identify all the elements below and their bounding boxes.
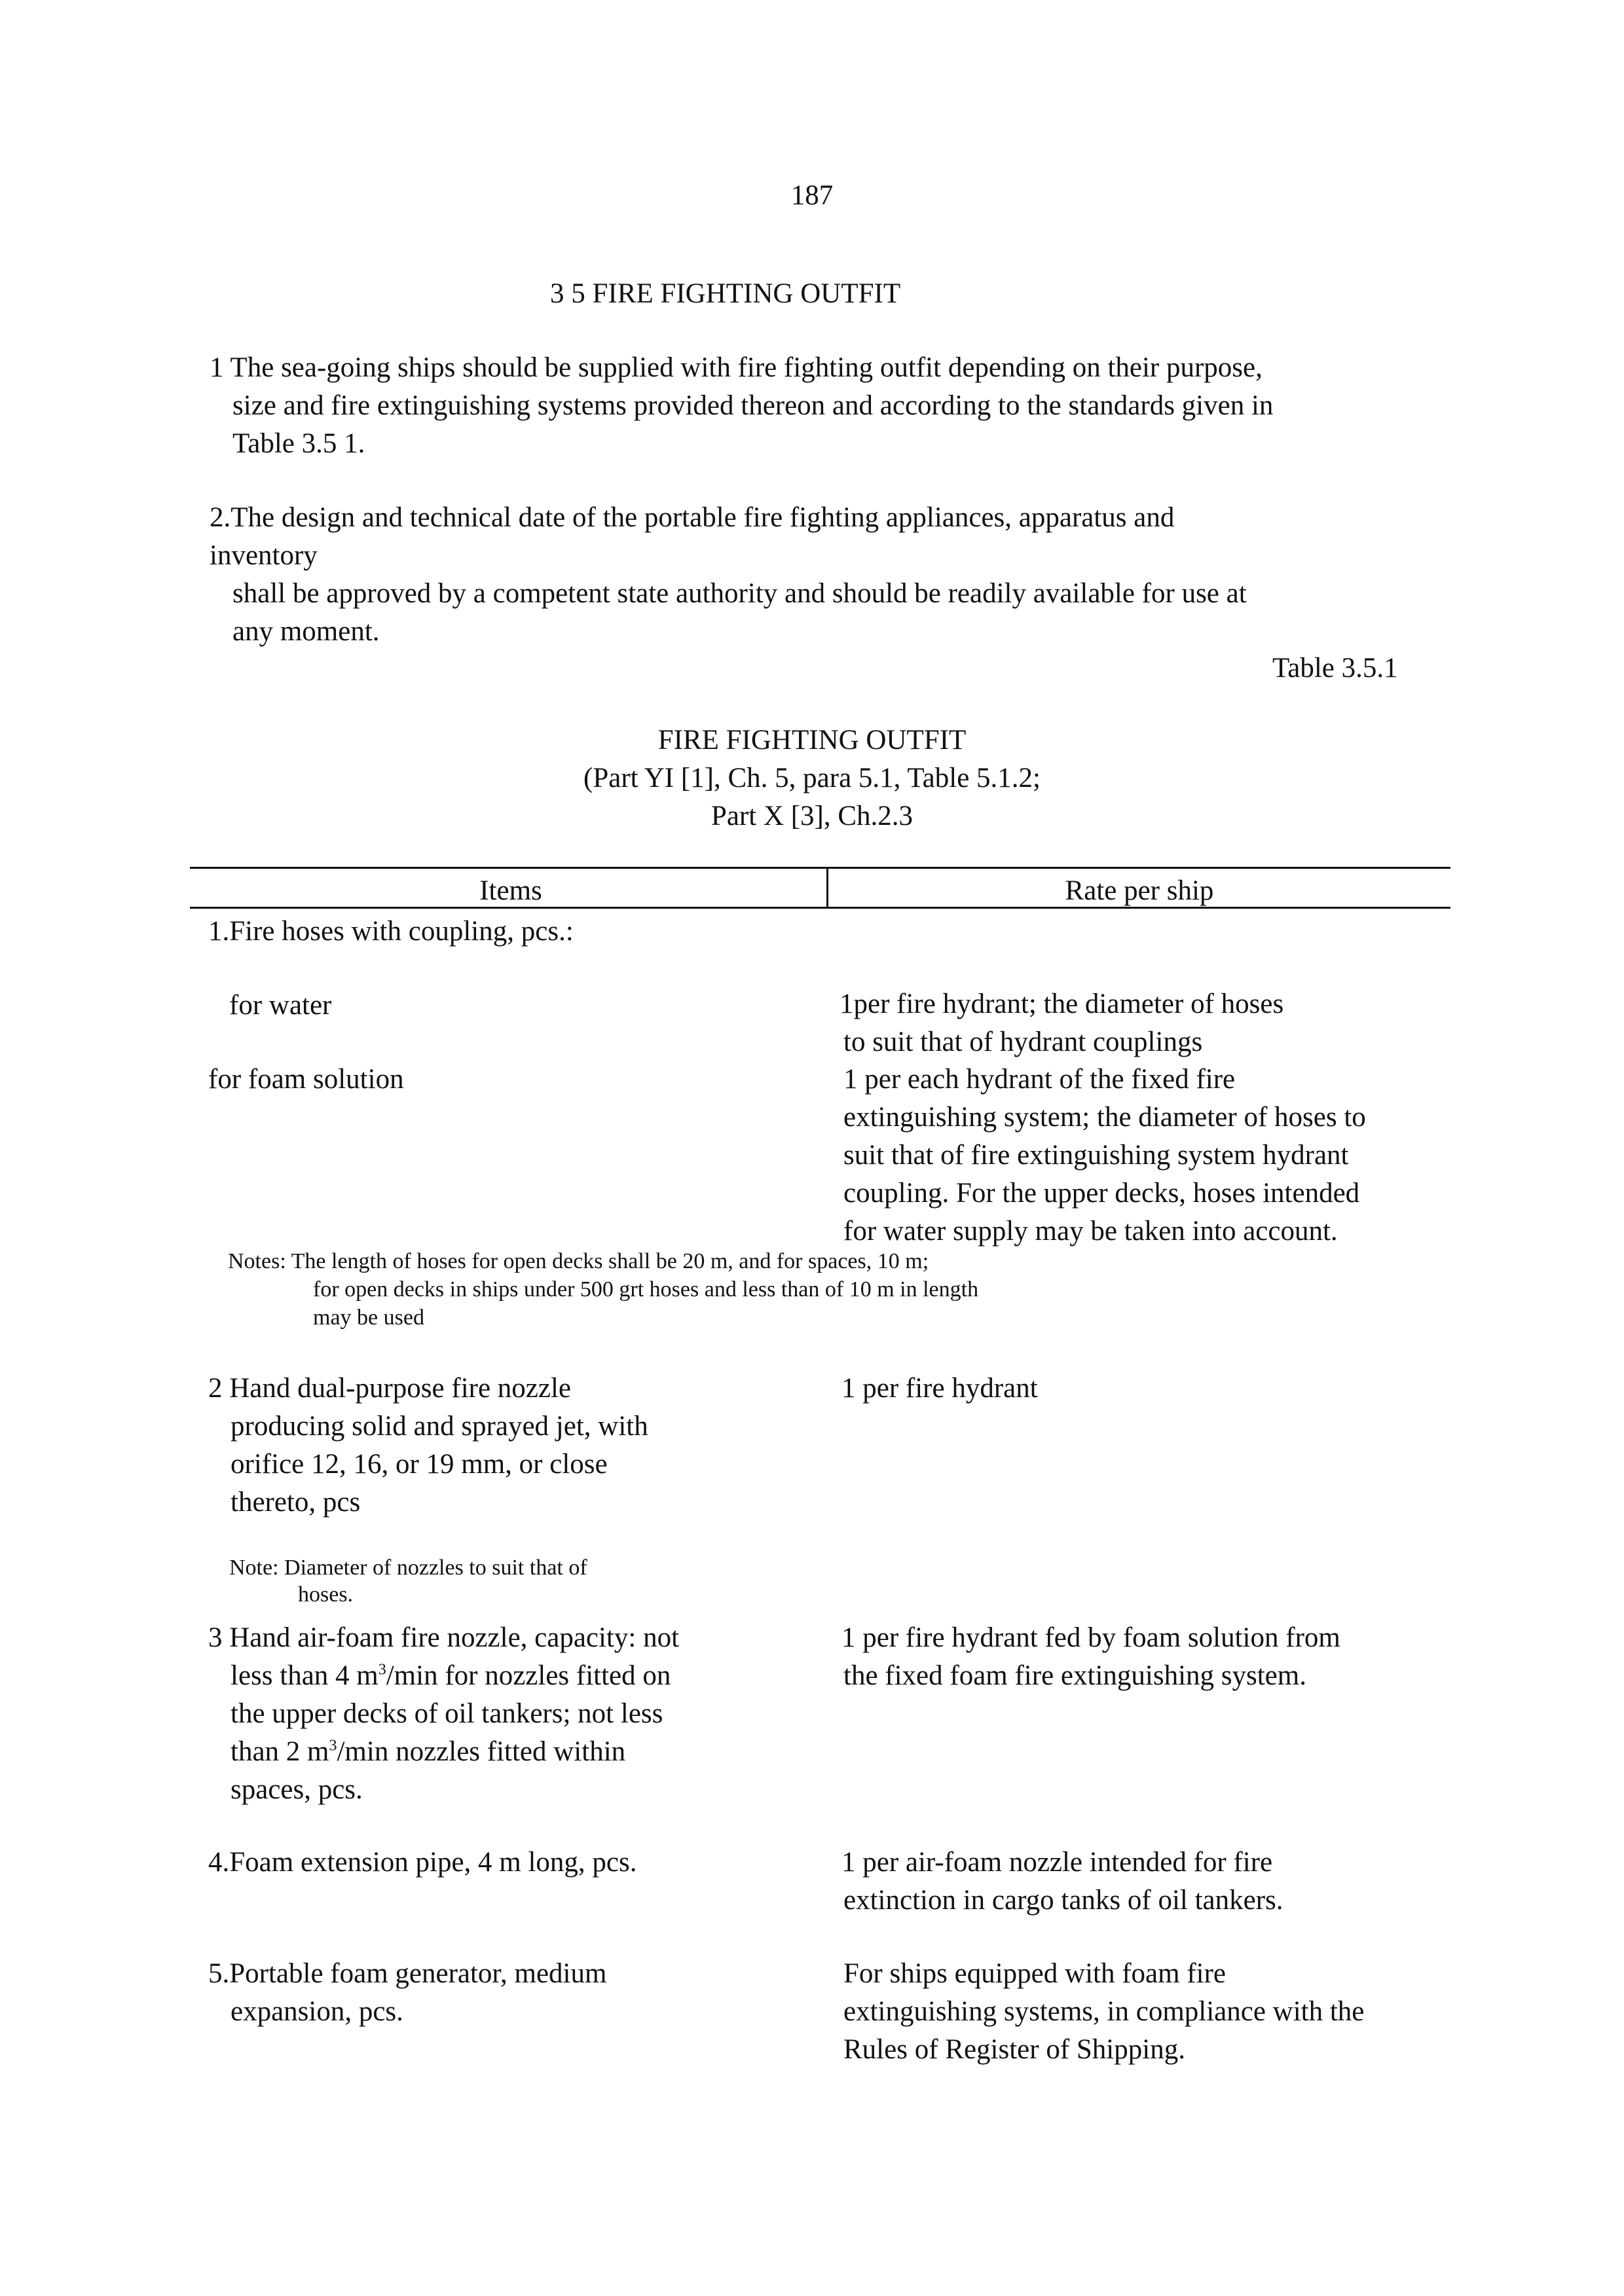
item-text: 4.Foam extension pipe, 4 m long, pcs. bbox=[208, 1847, 637, 1878]
rate-text: 1 per each hydrant of the fixed fire bbox=[843, 1064, 1236, 1095]
item-text: producing solid and sprayed jet, with bbox=[231, 1411, 648, 1442]
section-title: 3 5 FIRE FIGHTING OUTFIT bbox=[550, 278, 901, 309]
column-header-rate: Rate per ship bbox=[1065, 875, 1214, 906]
rate-text: suit that of fire extinguishing system hydrant bbox=[843, 1140, 1349, 1171]
item-text: orifice 12, 16, or 19 mm, or close bbox=[231, 1449, 608, 1480]
item-text: spaces, pcs. bbox=[231, 1774, 363, 1805]
paragraph-line: inventory bbox=[210, 540, 318, 571]
paragraph-line: 1 The sea-going ships should be supplied with fire fighting outfit depending on their purpose, bbox=[210, 352, 1263, 383]
rate-text: 1 per fire hydrant fed by foam solution from bbox=[841, 1622, 1340, 1653]
note-text: may be used bbox=[313, 1305, 424, 1330]
rate-text: 1per fire hydrant; the diameter of hoses bbox=[840, 989, 1284, 1019]
rate-text: 1 per air-foam nozzle intended for fire bbox=[841, 1847, 1273, 1878]
table-top-rule bbox=[190, 867, 1450, 869]
paragraph-line: size and fire extinguishing systems provided thereon and according to the standards given in bbox=[232, 390, 1274, 421]
note-text: for open decks in ships under 500 grt hoses and less than of 10 m in length bbox=[313, 1277, 979, 1302]
item-text: the upper decks of oil tankers; not less bbox=[231, 1698, 663, 1729]
rate-text: extinction in cargo tanks of oil tankers. bbox=[843, 1885, 1283, 1916]
paragraph-line: any moment. bbox=[232, 616, 380, 647]
note-text: hoses. bbox=[298, 1582, 354, 1607]
item-text: 5.Portable foam generator, medium bbox=[208, 1958, 607, 1989]
item-text: 3 Hand air-foam fire nozzle, capacity: not bbox=[208, 1622, 680, 1653]
note-text: Note: Diameter of nozzles to suit that of bbox=[229, 1556, 587, 1580]
rate-text: to suit that of hydrant couplings bbox=[843, 1027, 1203, 1057]
rate-text: coupling. For the upper decks, hoses intended bbox=[843, 1178, 1360, 1209]
rate-text: extinguishing systems, in compliance with the bbox=[843, 1996, 1365, 2027]
table-subtitle: (Part YI [1], Ch. 5, para 5.1, Table 5.1.2; bbox=[583, 763, 1041, 793]
sub-item-text: for foam solution bbox=[208, 1064, 404, 1095]
table-reference: Table 3.5.1 bbox=[1272, 653, 1398, 683]
table-title: FIRE FIGHTING OUTFIT bbox=[657, 725, 967, 756]
rate-text: for water supply may be taken into account. bbox=[843, 1216, 1338, 1247]
sub-item-text: for water bbox=[229, 990, 332, 1021]
paragraph-line: 2.The design and technical date of the portable fire fighting appliances, apparatus and bbox=[210, 502, 1175, 533]
note-text: Notes: The length of hoses for open decks shall be 20 m, and for spaces, 10 m; bbox=[228, 1249, 929, 1273]
column-header-items: Items bbox=[479, 875, 542, 906]
item-text: thereto, pcs bbox=[231, 1487, 361, 1518]
paragraph-line: shall be approved by a competent state authority and should be readily available for use at bbox=[232, 578, 1247, 609]
rate-text: the fixed foam fire extinguishing system. bbox=[843, 1660, 1306, 1691]
rate-text: extinguishing system; the diameter of hoses to bbox=[843, 1102, 1366, 1133]
rate-text: For ships equipped with foam fire bbox=[843, 1958, 1226, 1989]
table-subtitle: Part X [3], Ch.2.3 bbox=[710, 801, 913, 831]
item-text: 1.Fire hoses with coupling, pcs.: bbox=[208, 916, 574, 947]
paragraph-line: Table 3.5 1. bbox=[232, 428, 365, 459]
page-number: 187 bbox=[790, 180, 834, 211]
rate-text: 1 per fire hydrant bbox=[841, 1373, 1038, 1404]
item-text: less than 4 $m^3/\min$ for nozzles fitted on bbox=[231, 1660, 671, 1691]
item-text: expansion, pcs. bbox=[231, 1996, 403, 2027]
item-text: than 2 $m^3/\min$ nozzles fitted within bbox=[231, 1736, 626, 1767]
item-text: 2 Hand dual-purpose fire nozzle bbox=[208, 1373, 572, 1404]
rate-text: Rules of Register of Shipping. bbox=[843, 2034, 1185, 2065]
